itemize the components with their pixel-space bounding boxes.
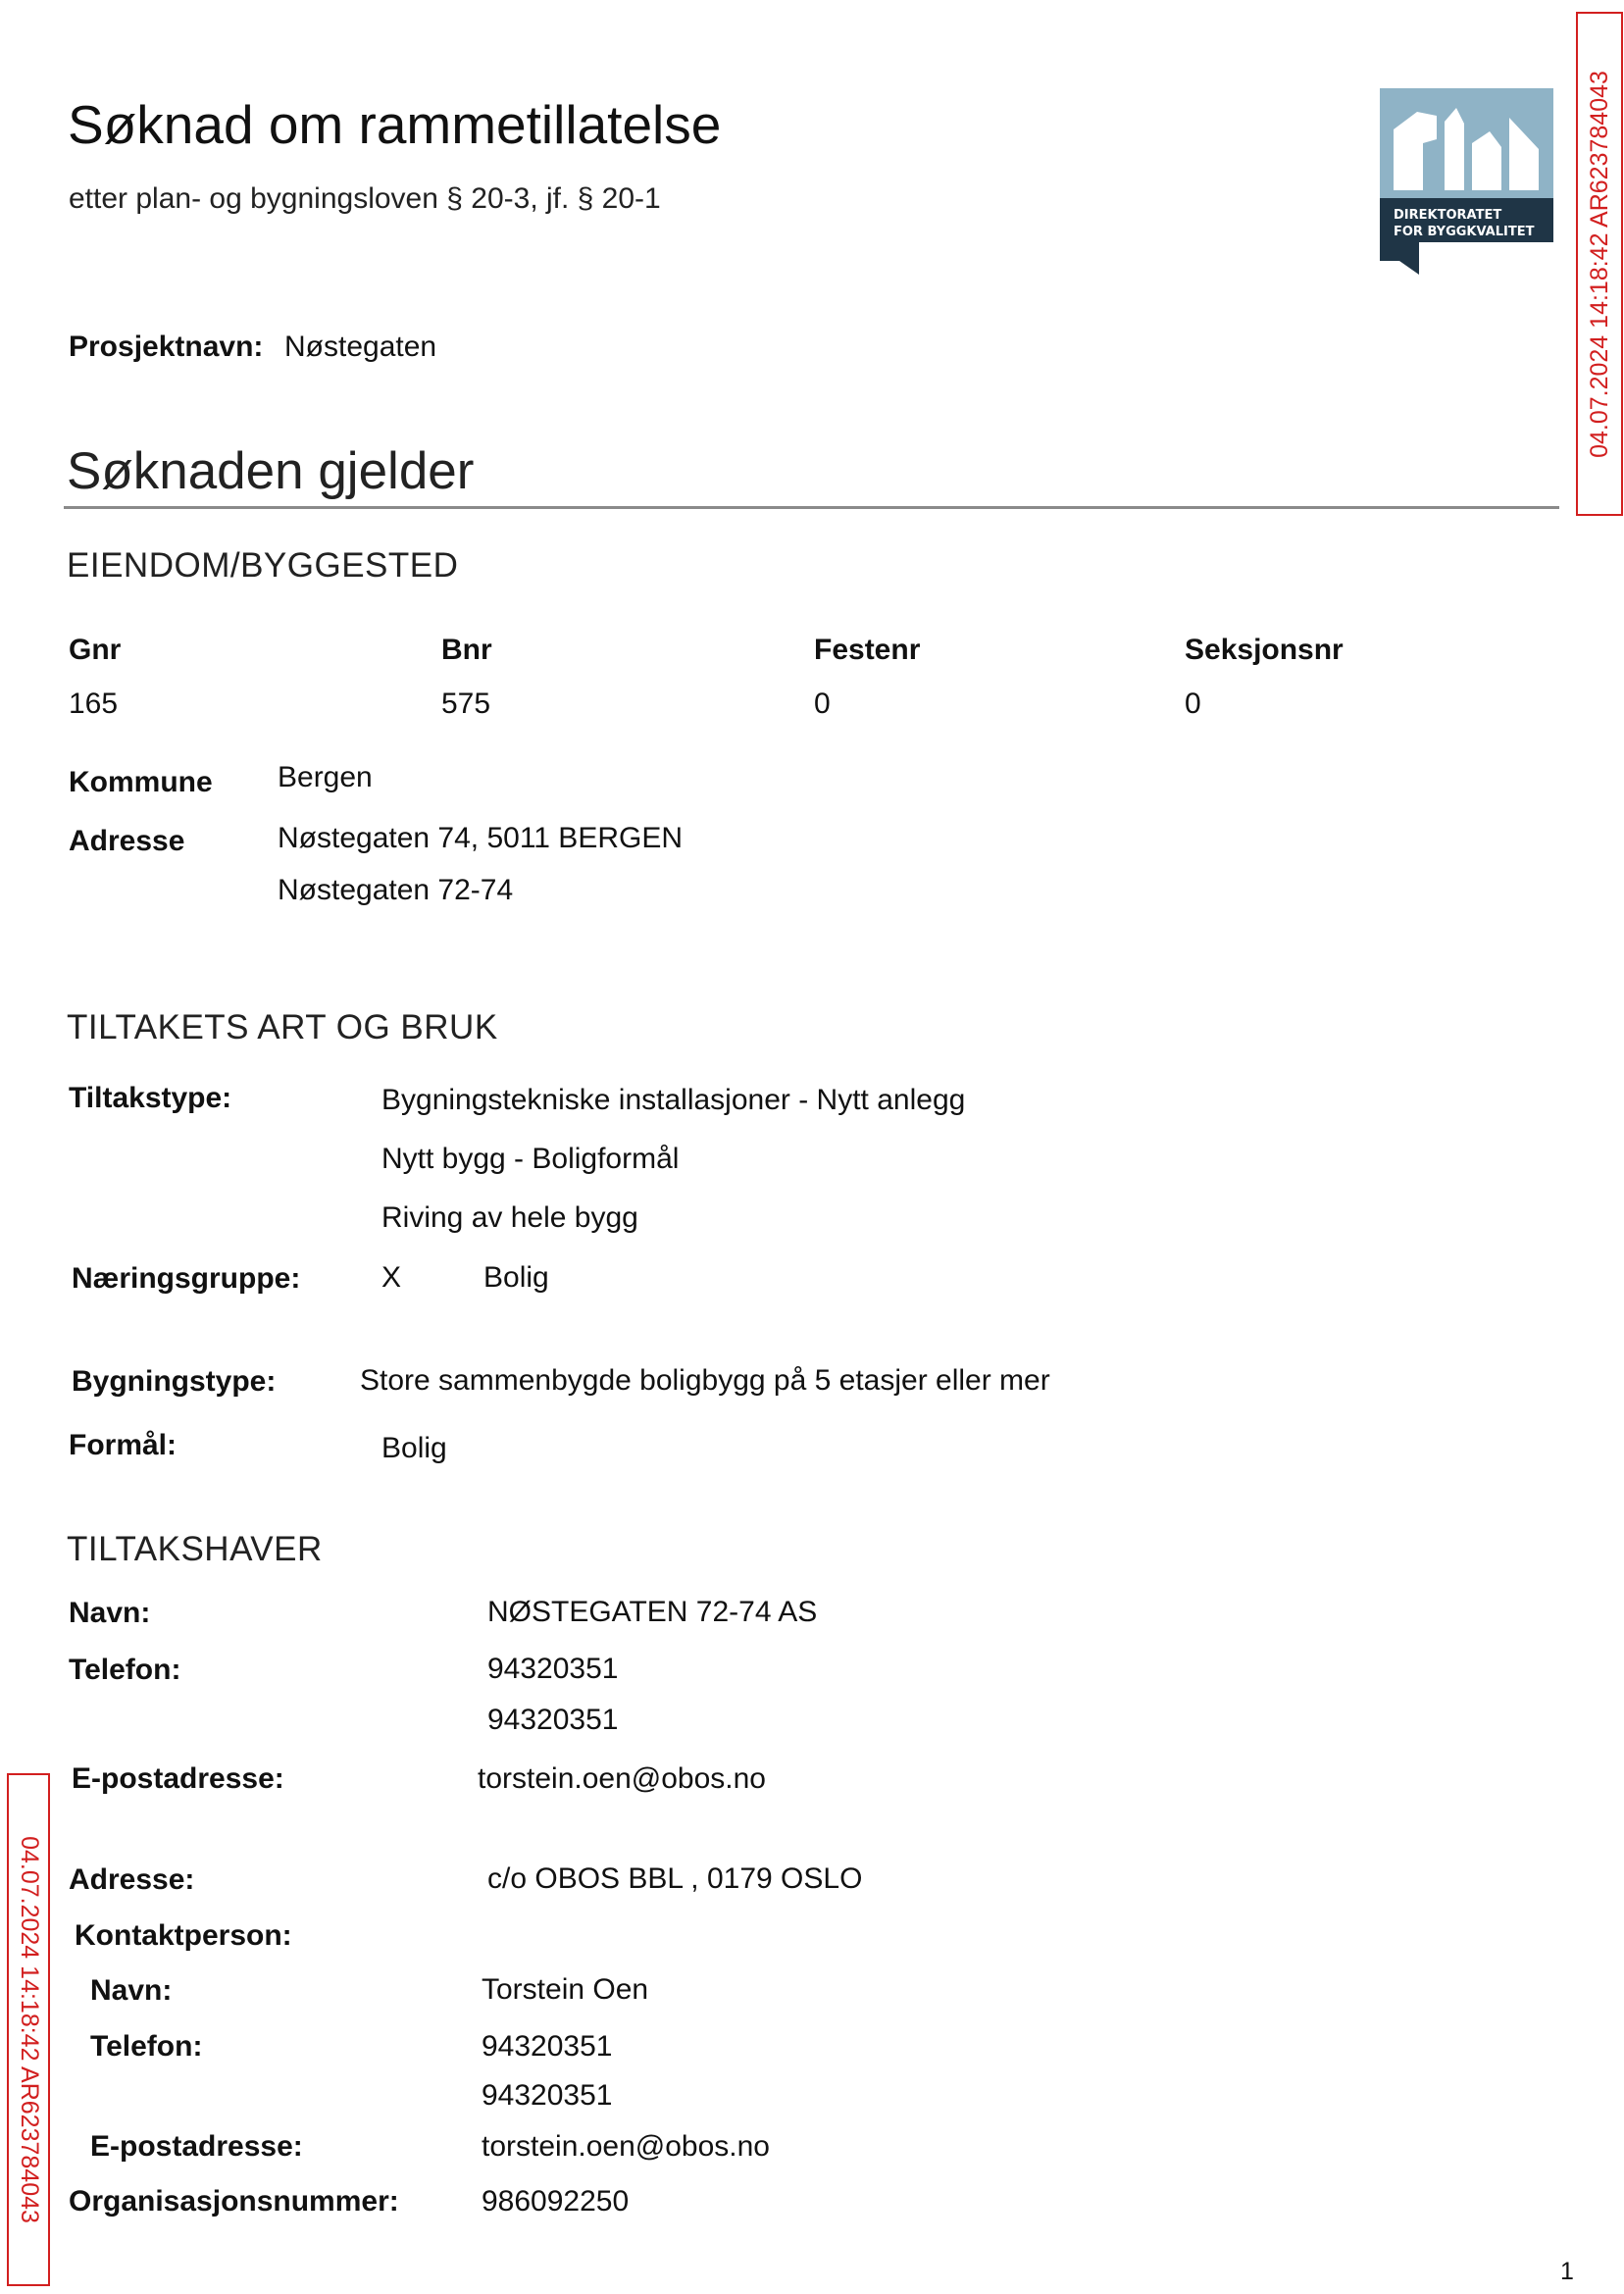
kontaktperson-label: Kontaktperson:	[75, 1919, 292, 1952]
tiltakshaver-telefon-label: Telefon:	[69, 1654, 181, 1686]
project-value: Nøstegaten	[284, 331, 437, 363]
festenr-value: 0	[814, 688, 831, 720]
seksjonsnr-value: 0	[1185, 688, 1201, 720]
tiltakstype-label: Tiltakstype:	[69, 1082, 232, 1114]
tiltakshaver-adresse-label: Adresse:	[69, 1863, 195, 1896]
timestamp-stamp-right	[1576, 12, 1623, 516]
kommune-label: Kommune	[69, 766, 213, 798]
logo-text-line-1: DIREKTORATET	[1394, 208, 1502, 223]
timestamp-stamp-left	[7, 1773, 50, 2286]
orgnr-label: Organisasjonsnummer:	[69, 2185, 399, 2218]
naeringsgruppe-code: X	[381, 1261, 402, 1294]
bnr-value: 575	[441, 688, 491, 720]
tiltakshaver-telefon-1: 94320351	[487, 1653, 619, 1685]
tiltakshaver-epost-value: torstein.oen@obos.no	[478, 1762, 766, 1795]
building-logo-icon	[1380, 88, 1553, 275]
naeringsgruppe-label: Næringsgruppe:	[72, 1262, 301, 1295]
bygningstype-label: Bygningstype:	[72, 1365, 277, 1398]
naeringsgruppe-value: Bolig	[483, 1261, 549, 1294]
kontakt-telefon-label: Telefon:	[90, 2030, 203, 2063]
project-label: Prosjektnavn:	[69, 331, 264, 363]
bygningstype-value: Store sammenbygde boligbygg på 5 etasjer eller mer	[360, 1364, 1050, 1397]
dibk-logo	[1380, 88, 1553, 275]
tiltakstype-value-1: Bygningstekniske installasjoner - Nytt anlegg	[381, 1084, 966, 1116]
tiltakstype-value-3: Riving av hele bygg	[381, 1201, 638, 1234]
kontakt-telefon-1: 94320351	[482, 2030, 613, 2063]
adresse-value-1: Nøstegaten 74, 5011 BERGEN	[278, 822, 683, 854]
tiltakshaver-navn-label: Navn:	[69, 1597, 151, 1629]
logo-text-line-2: FOR BYGGKVALITET	[1394, 225, 1535, 239]
tiltakshaver-telefon-2: 94320351	[487, 1704, 619, 1736]
kontakt-navn-label: Navn:	[90, 1974, 173, 2007]
stamp-text: 04.07.2024 14:18:42 AR623784043	[1585, 70, 1613, 458]
document-title: Søknad om rammetillatelse	[68, 94, 722, 155]
kontakt-epost-value: torstein.oen@obos.no	[482, 2130, 770, 2163]
kontakt-telefon-2: 94320351	[482, 2079, 613, 2112]
formal-value: Bolig	[381, 1432, 447, 1464]
orgnr-value: 986092250	[482, 2185, 630, 2218]
seksjonsnr-label: Seksjonsnr	[1185, 634, 1344, 666]
tiltakstype-value-2: Nytt bygg - Boligformål	[381, 1143, 680, 1175]
gnr-value: 165	[69, 688, 119, 720]
tiltakshaver-heading: TILTAKSHAVER	[67, 1530, 323, 1568]
adresse-value-2: Nøstegaten 72-74	[278, 874, 514, 906]
page-number: 1	[1560, 2258, 1574, 2285]
stamp-text: 04.07.2024 14:18:42 AR623784043	[15, 1836, 43, 2223]
eiendom-heading: EIENDOM/BYGGESTED	[67, 546, 459, 585]
kommune-value: Bergen	[278, 761, 373, 793]
formal-label: Formål:	[69, 1429, 178, 1461]
kontakt-navn-value: Torstein Oen	[482, 1973, 649, 2006]
kontakt-epost-label: E-postadresse:	[90, 2130, 303, 2163]
document-subtitle: etter plan- og bygningsloven § 20-3, jf. § 20-1	[69, 182, 661, 215]
tiltak-heading: TILTAKETS ART OG BRUK	[67, 1008, 498, 1046]
section-divider	[64, 506, 1559, 509]
festenr-label: Festenr	[814, 634, 921, 666]
tiltakshaver-epost-label: E-postadresse:	[72, 1762, 284, 1795]
adresse-label: Adresse	[69, 825, 185, 857]
bnr-label: Bnr	[441, 634, 492, 666]
gnr-label: Gnr	[69, 634, 122, 666]
section-title: Søknaden gjelder	[67, 442, 475, 500]
tiltakshaver-navn-value: NØSTEGATEN 72-74 AS	[487, 1596, 818, 1628]
tiltakshaver-adresse-value: c/o OBOS BBL , 0179 OSLO	[487, 1862, 863, 1895]
